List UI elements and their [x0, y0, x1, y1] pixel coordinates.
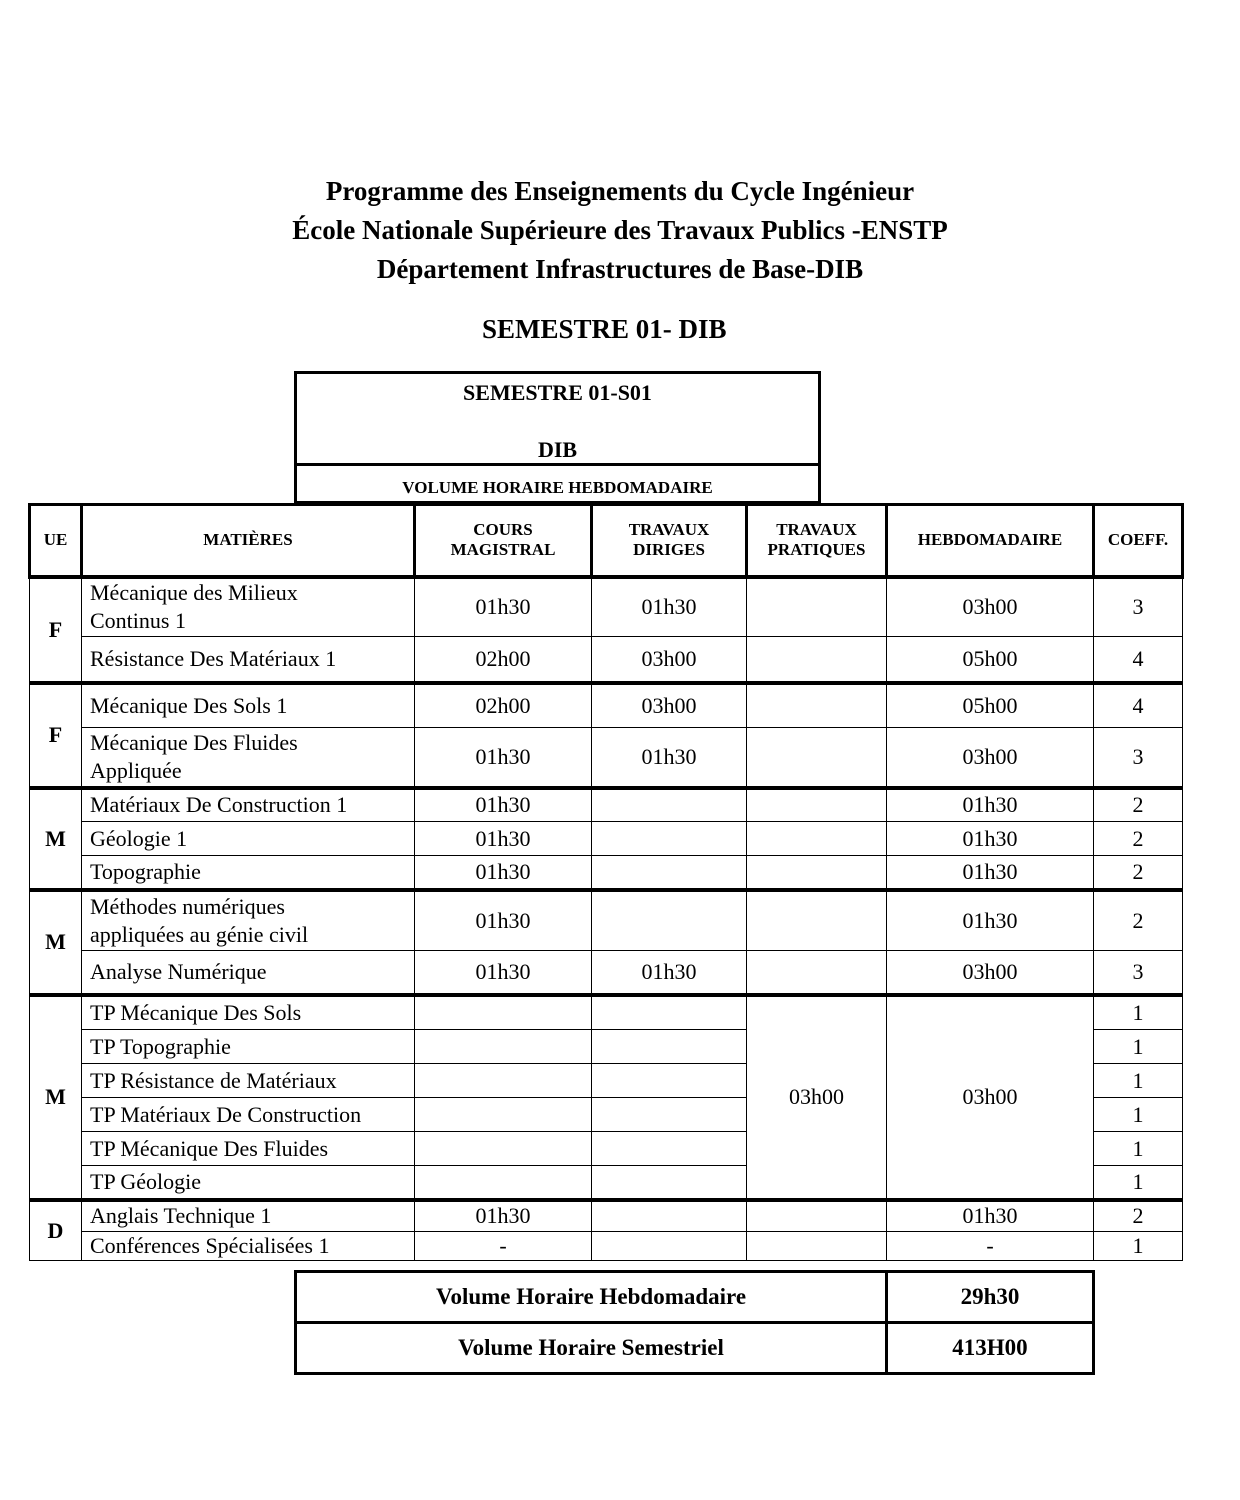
td-cell [592, 1166, 747, 1200]
title-department: Département Infrastructures de Base-DIB [376, 254, 864, 284]
cm-cell: 02h00 [415, 683, 592, 728]
hebdo-cell: 05h00 [887, 683, 1094, 728]
ue-cell: D [30, 1200, 82, 1261]
matiere-cell [82, 577, 415, 637]
col-travaux-pratiques [747, 505, 887, 577]
matiere-cell: TP Géologie [82, 1166, 415, 1200]
table-row [30, 683, 1183, 728]
table-row [30, 637, 1183, 683]
td-cell [592, 1132, 747, 1166]
cm-cell [415, 1132, 592, 1166]
table-row [30, 890, 1183, 951]
tp-cell [747, 577, 887, 637]
coeff-cell: 3 [1094, 951, 1183, 995]
td-cell [592, 1098, 747, 1132]
table-row [30, 995, 1183, 1030]
table-row [30, 822, 1183, 856]
matiere-cell: TP Matériaux De Construction [82, 1098, 415, 1132]
tp-cell [747, 788, 887, 822]
weekly-total-value: 29h30 [887, 1272, 1094, 1323]
coeff-cell: 2 [1094, 788, 1183, 822]
coeff-cell: 1 [1094, 1098, 1183, 1132]
matiere-cell: Matériaux De Construction 1 [82, 788, 415, 822]
td-cell: 01h30 [592, 577, 747, 637]
coeff-cell: 1 [1094, 1030, 1183, 1064]
document-titles [0, 172, 1240, 289]
col-travaux-diriges [592, 505, 747, 577]
ue-cell: M [30, 995, 82, 1200]
hebdo-cell: 01h30 [887, 822, 1094, 856]
totals-table [294, 1270, 1095, 1375]
tp-cell [747, 822, 887, 856]
matiere-cell: TP Mécanique Des Fluides [82, 1132, 415, 1166]
matiere-line1: Méthodes numériques [90, 893, 285, 919]
td-cell [592, 822, 747, 856]
col-cours-magistral [415, 505, 592, 577]
semester-header-box [294, 371, 821, 504]
col-matieres: MATIÈRES [82, 505, 415, 577]
matiere-cell: TP Topographie [82, 1030, 415, 1064]
hebdo-cell: 01h30 [887, 1200, 1094, 1232]
ue-cell: F [30, 577, 82, 683]
coeff-cell: 1 [1094, 1132, 1183, 1166]
col-ue: UE [30, 505, 82, 577]
matiere-cell [82, 728, 415, 788]
coeff-cell: 3 [1094, 728, 1183, 788]
table-row [30, 856, 1183, 890]
hebdo-merged-cell: 03h00 [887, 995, 1094, 1200]
matiere-cell: Anglais Technique 1 [82, 1200, 415, 1232]
coeff-cell: 4 [1094, 683, 1183, 728]
ue-cell: F [30, 683, 82, 788]
cm-cell: 01h30 [415, 856, 592, 890]
cm-cell: 01h30 [415, 951, 592, 995]
td-cell: 01h30 [592, 728, 747, 788]
td-cell [592, 995, 747, 1030]
tp-merged-cell: 03h00 [747, 995, 887, 1200]
col-hebdomadaire: HEBDOMADAIRE [887, 505, 1094, 577]
cm-cell [415, 995, 592, 1030]
weekly-total-label: Volume Horaire Hebdomadaire [296, 1272, 887, 1323]
coeff-cell: 1 [1094, 1064, 1183, 1098]
matiere-cell: Conférences Spécialisées 1 [82, 1232, 415, 1261]
coeff-cell: 3 [1094, 577, 1183, 637]
semester-code: SEMESTRE 01-S01 [463, 380, 652, 405]
hebdo-cell: 03h00 [887, 577, 1094, 637]
semester-total-value: 413H00 [887, 1323, 1094, 1374]
tp-cell [747, 1200, 887, 1232]
tp-cell [747, 683, 887, 728]
col-cm-line1: COURS [473, 520, 533, 540]
tp-cell [747, 951, 887, 995]
header-divider [297, 463, 818, 466]
hebdo-cell: 03h00 [887, 951, 1094, 995]
cm-cell: 01h30 [415, 1200, 592, 1232]
coeff-cell: 2 [1094, 890, 1183, 951]
col-tp-line2: PRATIQUES [767, 540, 866, 560]
table-row [30, 1200, 1183, 1232]
title-school: École Nationale Supérieure des Travaux Publics -ENSTP [292, 215, 948, 245]
coeff-cell: 1 [1094, 1232, 1183, 1261]
table-row [30, 788, 1183, 822]
td-cell [592, 1064, 747, 1098]
courses-table [28, 503, 1184, 1261]
tp-cell [747, 1232, 887, 1261]
cm-cell: 01h30 [415, 822, 592, 856]
hebdo-cell: 01h30 [887, 856, 1094, 890]
matiere-line2: Continus 1 [90, 608, 186, 634]
coeff-cell: 2 [1094, 856, 1183, 890]
td-cell: 03h00 [592, 683, 747, 728]
table-row [30, 1232, 1183, 1261]
cm-cell: 01h30 [415, 788, 592, 822]
semester-total-label: Volume Horaire Semestriel [296, 1323, 887, 1374]
matiere-cell: Mécanique Des Sols 1 [82, 683, 415, 728]
matiere-cell: Résistance Des Matériaux 1 [82, 637, 415, 683]
table-header-row [30, 505, 1183, 577]
cm-cell: 01h30 [415, 577, 592, 637]
col-td-line1: TRAVAUX [628, 520, 710, 540]
td-cell: 01h30 [592, 951, 747, 995]
matiere-line1: Mécanique Des Fluides [90, 729, 298, 755]
ue-cell: M [30, 890, 82, 995]
col-cm-line2: MAGISTRAL [450, 540, 556, 560]
cm-cell: 01h30 [415, 890, 592, 951]
col-td-line2: DIRIGES [633, 540, 705, 560]
matiere-cell: Topographie [82, 856, 415, 890]
hebdo-cell: 03h00 [887, 728, 1094, 788]
cm-cell: 02h00 [415, 637, 592, 683]
weekly-total-row [296, 1272, 1094, 1323]
coeff-cell: 2 [1094, 822, 1183, 856]
table-row [30, 951, 1183, 995]
tp-cell [747, 637, 887, 683]
department-code: DIB [537, 437, 578, 462]
tp-cell [747, 728, 887, 788]
matiere-cell: TP Résistance de Matériaux [82, 1064, 415, 1098]
matiere-cell [82, 890, 415, 951]
col-tp-line1: TRAVAUX [776, 520, 857, 540]
matiere-line2: appliquées au génie civil [90, 921, 309, 947]
cm-cell: 01h30 [415, 728, 592, 788]
col-coeff: COEFF. [1094, 505, 1183, 577]
td-cell: 03h00 [592, 637, 747, 683]
td-cell [592, 1030, 747, 1064]
cm-cell [415, 1064, 592, 1098]
td-cell [592, 856, 747, 890]
coeff-cell: 1 [1094, 995, 1183, 1030]
weekly-volume-header: VOLUME HORAIRE HEBDOMADAIRE [402, 478, 713, 497]
tp-cell [747, 890, 887, 951]
coeff-cell: 1 [1094, 1166, 1183, 1200]
td-cell [592, 890, 747, 951]
semester-title: SEMESTRE 01- DIB [482, 314, 727, 344]
td-cell [592, 1200, 747, 1232]
ue-cell: M [30, 788, 82, 890]
matiere-line1: Mécanique des Milieux [90, 580, 298, 606]
hebdo-cell: 01h30 [887, 890, 1094, 951]
td-cell [592, 788, 747, 822]
cm-cell [415, 1030, 592, 1064]
tp-cell [747, 856, 887, 890]
coeff-cell: 2 [1094, 1200, 1183, 1232]
cm-cell [415, 1098, 592, 1132]
table-row [30, 577, 1183, 637]
table-row [30, 728, 1183, 788]
matiere-cell: Géologie 1 [82, 822, 415, 856]
matiere-cell: TP Mécanique Des Sols [82, 995, 415, 1030]
title-programme: Programme des Enseignements du Cycle Ingénieur [325, 176, 915, 206]
matiere-line2: Appliquée [90, 757, 182, 783]
cm-cell [415, 1166, 592, 1200]
hebdo-cell: - [887, 1232, 1094, 1261]
coeff-cell: 4 [1094, 637, 1183, 683]
matiere-cell: Analyse Numérique [82, 951, 415, 995]
td-cell [592, 1232, 747, 1261]
hebdo-cell: 01h30 [887, 788, 1094, 822]
hebdo-cell: 05h00 [887, 637, 1094, 683]
semester-total-row [296, 1323, 1094, 1374]
cm-cell: - [415, 1232, 592, 1261]
